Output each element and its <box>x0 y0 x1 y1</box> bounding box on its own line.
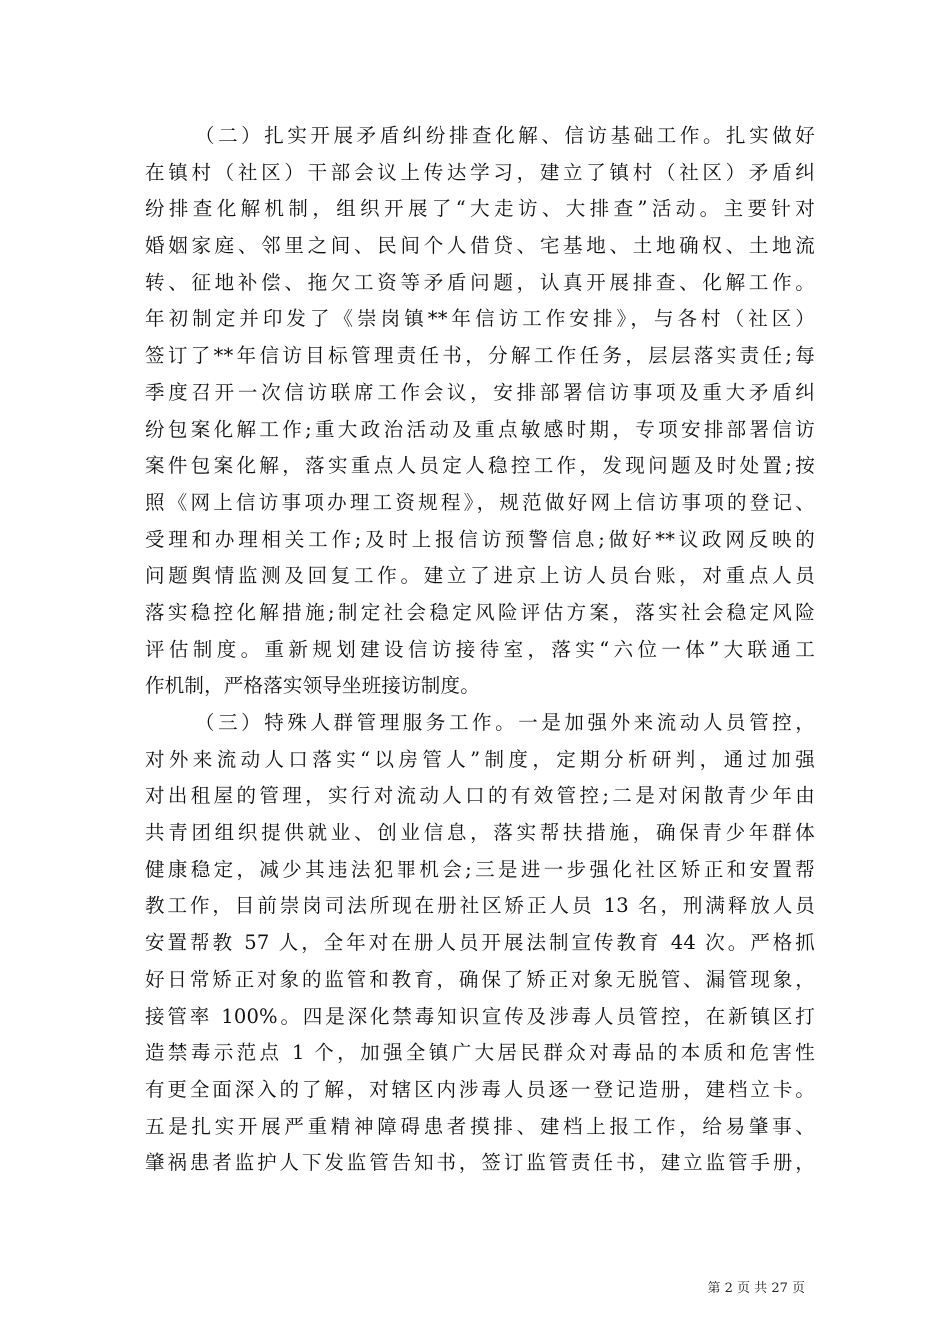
text-line: 纷排查化解机制，组织开展了“大走访、大排查”活动。主要针对 <box>145 197 815 221</box>
text-line: 接管率 100%。四是深化禁毒知识宣传及涉毒人员管控，在新镇区打 <box>145 1004 815 1028</box>
text-line: 季度召开一次信访联席工作会议，安排部署信访事项及重大矛盾纠 <box>145 380 815 404</box>
text-line: 健康稳定，减少其违法犯罪机会;三是进一步强化社区矫正和安置帮 <box>145 857 815 881</box>
text-line: 评估制度。重新规划建设信访接待室，落实“六位一体”大联通工 <box>145 637 815 661</box>
text-line: 造禁毒示范点 1 个，加强全镇广大居民群众对毒品的本质和危害性 <box>145 1041 815 1065</box>
text-line: 教工作，目前崇岗司法所现在册社区矫正人员 13 名，刑满释放人员 <box>145 894 815 918</box>
text-line: 婚姻家庭、邻里之间、民间个人借贷、宅基地、土地确权、土地流 <box>145 234 815 258</box>
text-line: 年初制定并印发了《崇岗镇**年信访工作安排》，与各村（社区） <box>145 307 815 331</box>
text-line: 转、征地补偿、拖欠工资等矛盾问题，认真开展排查、化解工作。 <box>145 270 815 294</box>
text-line: 受理和办理相关工作;及时上报信访预警信息;做好**议政网反映的 <box>145 527 815 551</box>
text-line: （三）特殊人群管理服务工作。一是加强外来流动人员管控， <box>195 711 815 734</box>
text-line: 签订了**年信访目标管理责任书，分解工作任务，层层落实责任;每 <box>145 344 815 368</box>
text-line: 纷包案化解工作;重大政治活动及重点敏感时期，专项安排部署信访 <box>145 417 815 441</box>
body-text <box>145 118 815 1182</box>
page-number: 第 2 页 共 27 页 <box>707 1281 805 1296</box>
text-line: 有更全面深入的了解，对辖区内涉毒人员逐一登记造册，建档立卡。 <box>145 1077 815 1101</box>
text-line: 在镇村（社区）干部会议上传达学习，建立了镇村（社区）矛盾纠 <box>145 160 815 184</box>
text-line: 五是扎实开展严重精神障碍患者摸排、建档上报工作，给易肇事、 <box>145 1114 815 1138</box>
text-line: 共青团组织提供就业、创业信息，落实帮扶措施，确保青少年群体 <box>145 821 815 845</box>
text-line: 照《网上信访事项办理工资规程》，规范做好网上信访事项的登记、 <box>145 490 815 514</box>
text-line: 作机制，严格落实领导坐班接访制度。 <box>145 674 480 698</box>
text-line: （二）扎实开展矛盾纠纷排查化解、信访基础工作。扎实做好 <box>195 124 815 147</box>
text-line: 肇祸患者监护人下发监管告知书，签订监管责任书，建立监管手册， <box>145 1151 815 1175</box>
text-line: 对外来流动人口落实“以房管人”制度，定期分析研判，通过加强 <box>145 747 815 771</box>
text-line: 案件包案化解，落实重点人员定人稳控工作，发现问题及时处置;按 <box>145 454 815 478</box>
text-line: 落实稳控化解措施;制定社会稳定风险评估方案，落实社会稳定风险 <box>145 600 815 624</box>
text-line: 问题舆情监测及回复工作。建立了进京上访人员台账，对重点人员 <box>145 564 815 588</box>
text-line: 安置帮教 57 人，全年对在册人员开展法制宣传教育 44 次。严格抓 <box>145 931 815 955</box>
text-line: 对出租屋的管理，实行对流动人口的有效管控;二是对闲散青少年由 <box>145 784 815 808</box>
text-line: 好日常矫正对象的监管和教育，确保了矫正对象无脱管、漏管现象， <box>145 967 815 991</box>
